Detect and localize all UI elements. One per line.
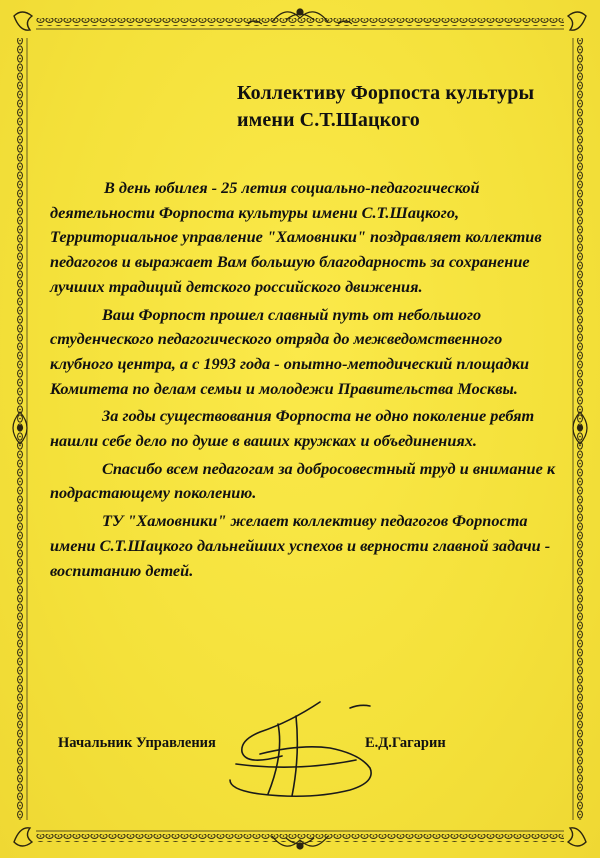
paragraph-history: Ваш Форпост прошел славный путь от небольшого студенческого педагогического отряда до межведомственного клубного центра, а с 1993 года - опытно-методический площадки Комитета по делам семьи и молодежи Правительства Москвы. <box>50 304 530 398</box>
letter-body <box>50 176 560 586</box>
paragraph-generations: За годы существования Форпоста не одно поколение ребят нашли себе дело по душе в ваших кружках и объединениях. <box>50 406 535 451</box>
paragraph-thanks: Спасибо всем педагогам за добросовестный труд и внимание к подрастающему поколению. <box>50 458 556 503</box>
paragraph-jubilee: В день юбилея - 25 летия социально-педагогической деятельности Форпоста культуры имени С.Т.Шацкого, Территориальное управление "Хамовники" поздравляет коллектив педагогов и выражает Вам большую благодарность за сохранение лучших традиций детского российского движения. <box>50 178 542 296</box>
signer-position: Начальник Управления <box>58 735 216 751</box>
addressee-line-1: Коллективу Форпоста культуры <box>237 82 535 104</box>
signer-name: Е.Д.Гагарин <box>365 735 446 751</box>
letter-addressee <box>237 80 534 134</box>
paragraph-wishes: ТУ "Хамовники" желает коллективу педагогов Форпоста имени С.Т.Шацкого дальнейших успехов и верности главной задачи - воспитанию детей. <box>50 511 551 580</box>
addressee-line-2: имени С.Т.Шацкого <box>237 109 420 131</box>
handwritten-signature <box>200 694 400 834</box>
